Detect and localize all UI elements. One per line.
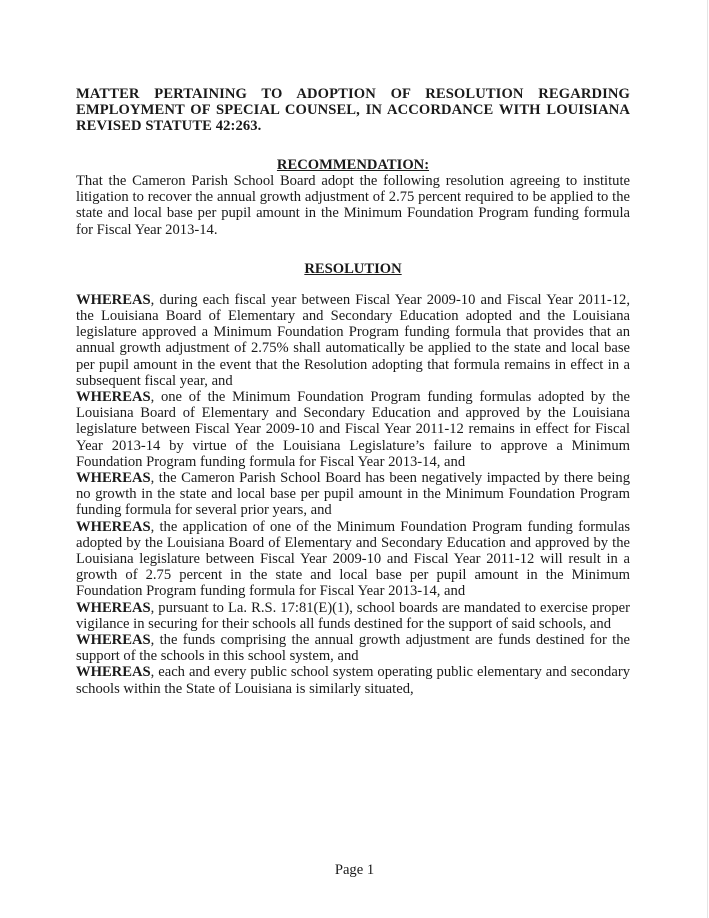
whereas-clause-2 (76, 389, 630, 470)
document-title: MATTER PERTAINING TO ADOPTION OF RESOLUTION REGARDING EMPLOYMENT OF SPECIAL COUNSEL, IN ACCORDANCE WITH LOUISIANA REVISED STATUTE 42:263. (76, 86, 630, 134)
whereas-clause-7 (76, 664, 630, 696)
whereas-clause-1 (76, 292, 630, 389)
whereas-keyword: WHEREAS (76, 632, 151, 649)
whereas-keyword: WHEREAS (76, 664, 151, 681)
whereas-text: , one of the Minimum Foundation Program funding formulas adopted by the Louisiana Board of Elementary and Secondary Education and approved by the Louisiana legislature between Fiscal Year 2009-10 and Fiscal Year 2011-12 remains in effect for Fiscal Year 2013-14 by virtue of the Louisiana Legislature’s failure to approve a Minimum Foundation Program funding formula for Fiscal Year 2013-14, and (76, 389, 630, 470)
whereas-keyword: WHEREAS (76, 389, 151, 406)
scan-edge (707, 0, 708, 918)
whereas-text: , each and every public school system operating public elementary and secondary schools within the State of Louisiana is similarly situated, (76, 664, 630, 697)
whereas-keyword: WHEREAS (76, 291, 151, 308)
whereas-text: , during each fiscal year between Fiscal Year 2009-10 and Fiscal Year 2011-12, the Louisiana Board of Elementary and Secondary Education adopted and the Louisiana legislature approved a Minimum Foundation Program funding formula that provides that an annual growth adjustment of 2.75% shall automatically be applied to the state and local base per pupil amount in the event that the Resolution adopting that formula remains in effect in a subsequent fiscal year, and (76, 291, 630, 389)
recommendation-heading: RECOMMENDATION: (276, 157, 430, 173)
whereas-keyword: WHEREAS (76, 518, 151, 535)
whereas-text: , pursuant to La. R.S. 17:81(E)(1), school boards are mandated to exercise proper vigilance in securing for their schools all funds destined for the support of said schools, and (76, 599, 630, 632)
whereas-clause-4 (76, 519, 630, 600)
whereas-keyword: WHEREAS (76, 470, 151, 487)
whereas-text: , the application of one of the Minimum Foundation Program funding formulas adopted by the Louisiana Board of Elementary and Secondary Education and approved by the Louisiana legislature between Fiscal Year 2009-10 and Fiscal Year 2011-12 will result in a growth of 2.75 percent in the state and local base per pupil amount in the Minimum Foundation Program funding formula for Fiscal Year 2013-14, and (76, 518, 630, 600)
recommendation-text: That the Cameron Parish School Board adopt the following resolution agreeing to institute litigation to recover the annual growth adjustment of 2.75 percent required to be applied to the state and local base per pupil amount in the Minimum Foundation Program funding formula for Fiscal Year 2013-14. (76, 173, 630, 238)
whereas-keyword: WHEREAS (76, 599, 151, 616)
document-page (76, 86, 630, 697)
whereas-clause-3 (76, 470, 630, 519)
resolution-clauses (76, 292, 630, 697)
whereas-text: , the funds comprising the annual growth adjustment are funds destined for the support of the schools in this school system, and (76, 632, 630, 665)
page-number: Page 1 (334, 862, 375, 878)
whereas-text: , the Cameron Parish School Board has been negatively impacted by there being no growth in the state and local base per pupil amount in the Minimum Foundation Program funding formula for several prior years, and (76, 470, 630, 519)
whereas-clause-5 (76, 600, 630, 632)
whereas-clause-6 (76, 632, 630, 664)
resolution-heading: RESOLUTION (304, 260, 402, 277)
